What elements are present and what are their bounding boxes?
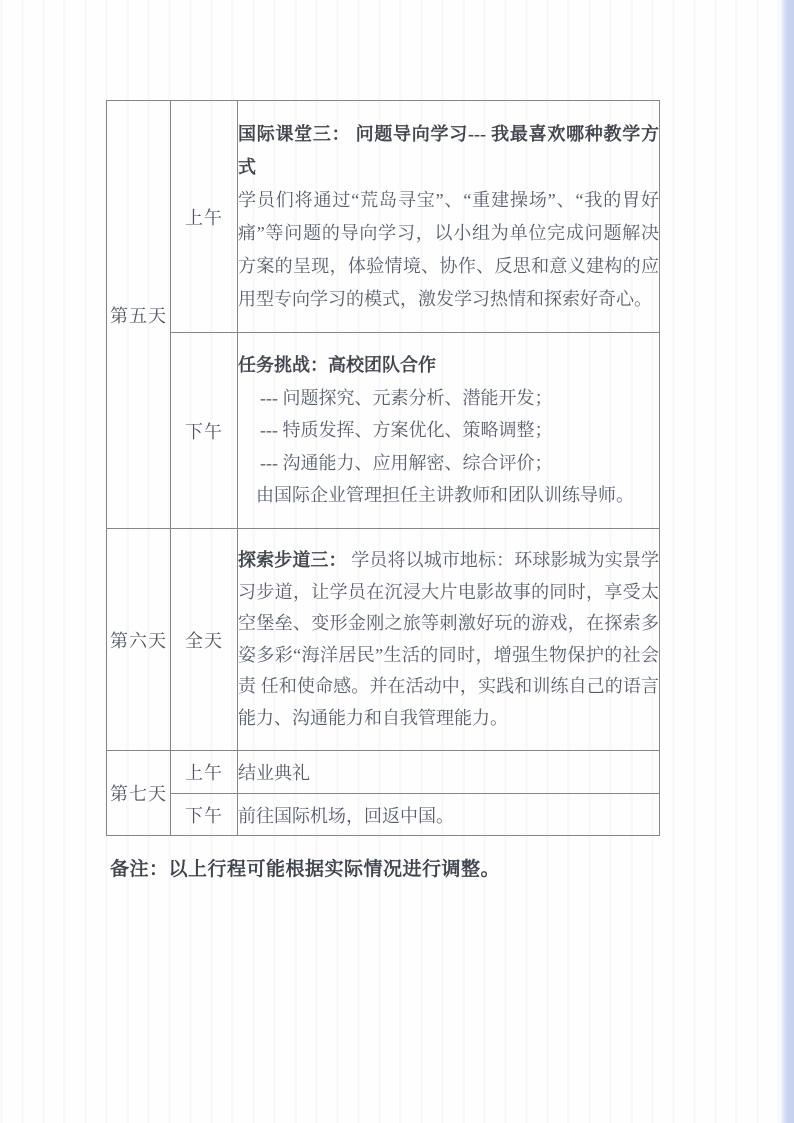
day7-am-time-cell: 上午 xyxy=(171,751,238,794)
table-row xyxy=(107,751,660,794)
session-title: 国际课堂三： 问题导向学习--- 我最喜欢哪种教学方式 xyxy=(238,123,659,177)
day6-cell: 第六天 xyxy=(107,529,171,751)
table-row xyxy=(107,333,660,529)
day5-pm-time-cell: 下午 xyxy=(171,333,238,529)
session-title: 任务挑战：高校团队合作 xyxy=(238,355,436,376)
day5-am-content-cell xyxy=(238,101,660,333)
day7-pm-content-cell: 前往国际机场，回返中国。 xyxy=(238,794,660,836)
day5-pm-content-cell xyxy=(238,333,660,529)
day7-am-content-cell: 结业典礼 xyxy=(238,751,660,794)
scan-edge-shadow xyxy=(781,0,794,1123)
day6-allday-time-cell: 全天 xyxy=(171,529,238,751)
session-body: 学员将以城市地标：环球影城为实景学习步道，让学员在沉浸大片电影故事的同时，享受太空堡垒、变形金刚之旅等刺激好玩的游戏，在探索多姿多彩“海洋居民”生活的同时，增强生物保护的社会责 任和使命感。并在活动中，实践和训练自己的语言能力、沟通能力和自我管理能力。 xyxy=(238,550,660,728)
day6-content-cell xyxy=(238,529,660,751)
day7-pm-time-cell: 下午 xyxy=(171,794,238,836)
table-row xyxy=(107,529,660,751)
bullet-line: --- 特质发挥、方案优化、策略调整； xyxy=(260,420,553,441)
bullet-line: --- 问题探究、元素分析、潜能开发； xyxy=(260,387,553,408)
table-row xyxy=(107,101,660,333)
itinerary-table xyxy=(106,100,660,836)
day5-cell: 第五天 xyxy=(107,101,171,529)
day5-am-time-cell: 上午 xyxy=(171,101,238,333)
day7-cell: 第七天 xyxy=(107,751,171,836)
bullet-line: --- 沟通能力、应用解密、综合评价； xyxy=(260,452,553,473)
session-body: 学员们将通过“荒岛寻宝”、“重建操场”、“我的胃好痛”等问题的导向学习，以小组为单位完成问题解决方案的呈现，体验情境、协作、反思和意义建构的应用型专向学习的模式，激发学习热情和探索好奇心。 xyxy=(238,189,659,309)
table-row xyxy=(107,794,660,836)
footer-note: 备注：以上行程可能根据实际情况进行调整。 xyxy=(110,859,501,880)
session-title-inline: 探索步道三： xyxy=(238,550,347,570)
session-tail: 由国际企业管理担任主讲教师和团队训练导师。 xyxy=(256,485,634,506)
